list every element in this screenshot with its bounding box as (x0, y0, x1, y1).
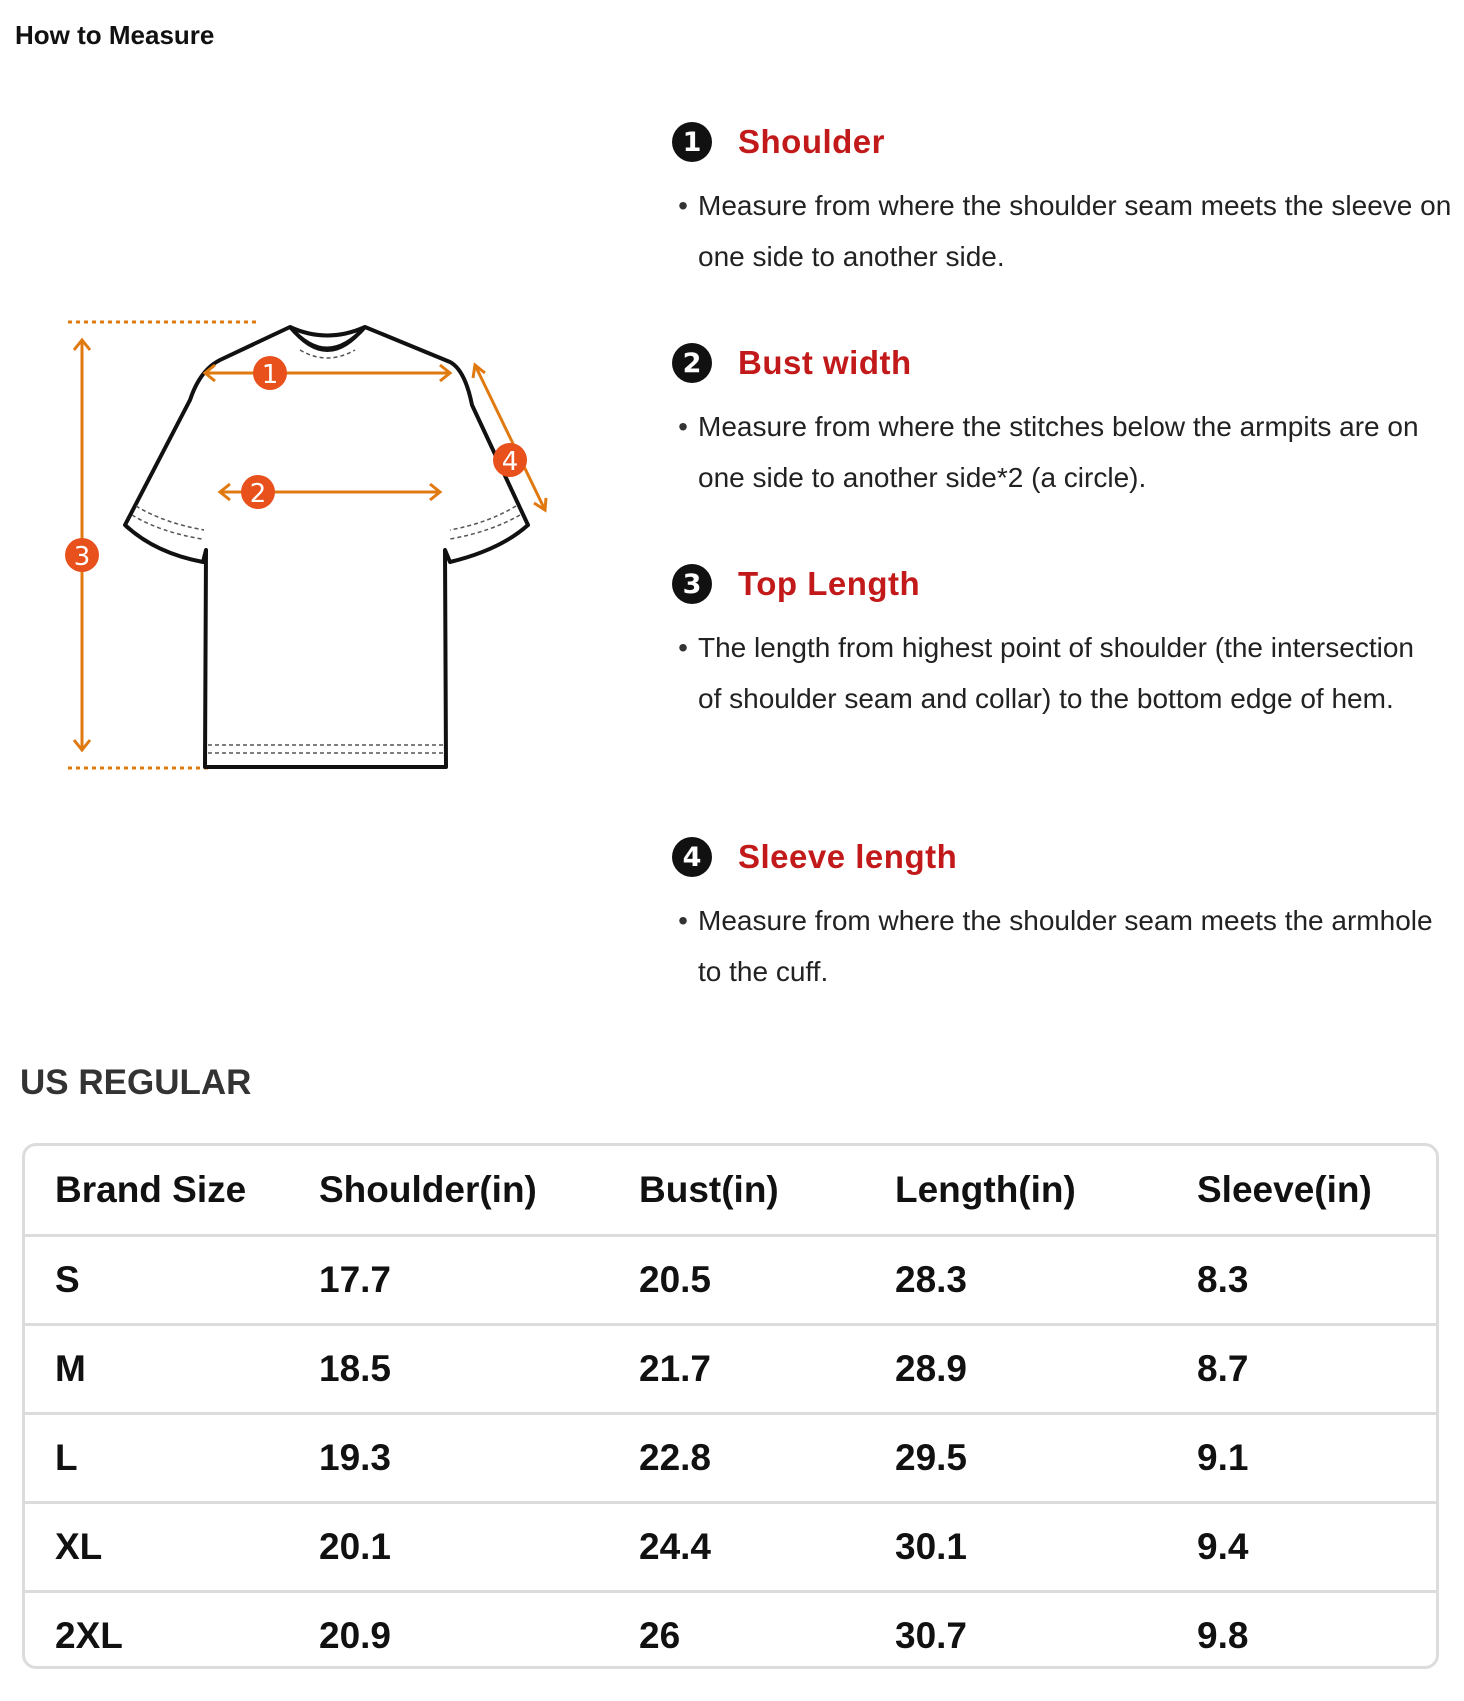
measure-title: Bust width (738, 344, 912, 381)
table-cell: XL (55, 1526, 103, 1567)
marker-4 (493, 443, 527, 477)
table-cell: 20.1 (319, 1526, 392, 1567)
column-header: Brand Size (55, 1169, 247, 1210)
table-cell: S (55, 1259, 80, 1300)
column-header: Shoulder(in) (319, 1169, 537, 1210)
table-cell: 2XL (55, 1615, 123, 1656)
table-cell: 20.5 (639, 1259, 712, 1300)
measure-title: Shoulder (738, 123, 886, 160)
tshirt-measure-diagram (60, 310, 580, 790)
marker-1 (253, 356, 287, 390)
bullet-icon: • (678, 905, 688, 936)
table-cell: M (55, 1348, 86, 1389)
table-cell: 30.1 (895, 1526, 968, 1567)
measure-title: Top Length (738, 565, 921, 602)
number-badge: 3 (672, 564, 712, 604)
measure-description: Measure from where the shoulder seam meets the sleeve on one side to another side. (698, 190, 1452, 272)
size-chart-title: US REGULAR (20, 1063, 252, 1102)
table-row (25, 1236, 1436, 1325)
table-cell: L (55, 1437, 78, 1478)
table-cell: 28.3 (895, 1259, 968, 1300)
table-cell: 20.9 (319, 1615, 392, 1656)
table-cell: 9.1 (1197, 1437, 1249, 1478)
table-cell: 18.5 (319, 1348, 392, 1389)
column-header: Length(in) (895, 1169, 1076, 1210)
measure-description: Measure from where the stitches below the armpits are on one side to another side*2 (a circle). (698, 411, 1419, 493)
number-badge: 2 (672, 343, 712, 383)
measure-title: Sleeve length (738, 838, 958, 875)
tshirt-outline (125, 327, 528, 767)
number-badge: 4 (672, 837, 712, 877)
table-cell: 9.4 (1197, 1526, 1249, 1567)
marker-3 (65, 538, 99, 572)
measure-item-shoulder (672, 118, 1452, 339)
size-chart-table (25, 1146, 1436, 1669)
table-cell: 8.7 (1197, 1348, 1249, 1389)
table-cell: 24.4 (639, 1526, 712, 1567)
table-row (25, 1592, 1436, 1670)
table-cell: 9.8 (1197, 1615, 1249, 1656)
svg-text:2: 2 (249, 479, 267, 509)
table-cell: 19.3 (319, 1437, 392, 1478)
table-cell: 29.5 (895, 1437, 968, 1478)
table-header-row (25, 1146, 1436, 1236)
bullet-icon: • (678, 190, 688, 221)
number-badge: 1 (672, 122, 712, 162)
table-cell: 22.8 (639, 1437, 712, 1478)
bullet-icon: • (678, 632, 688, 663)
bullet-icon: • (678, 411, 688, 442)
measure-item-sleeve (672, 833, 1452, 997)
svg-text:3: 3 (73, 542, 91, 572)
size-chart-table-container (22, 1143, 1439, 1669)
table-row (25, 1414, 1436, 1503)
marker-2 (241, 475, 275, 509)
table-cell: 8.3 (1197, 1259, 1249, 1300)
measure-item-bust (672, 339, 1452, 560)
table-row (25, 1503, 1436, 1592)
measure-description: The length from highest point of shoulder (the intersection of shoulder seam and collar) to the bottom edge of hem. (698, 632, 1414, 714)
column-header: Bust(in) (639, 1169, 779, 1210)
table-cell: 26 (639, 1615, 681, 1656)
table-cell: 28.9 (895, 1348, 968, 1389)
table-cell: 17.7 (319, 1259, 392, 1300)
table-cell: 30.7 (895, 1615, 968, 1656)
page-title: How to Measure (15, 20, 215, 50)
svg-text:4: 4 (501, 447, 519, 477)
svg-text:1: 1 (261, 360, 279, 390)
table-row (25, 1325, 1436, 1414)
measure-description: Measure from where the shoulder seam meets the armhole to the cuff. (698, 905, 1433, 987)
table-cell: 21.7 (639, 1348, 712, 1389)
column-header: Sleeve(in) (1197, 1169, 1372, 1210)
measurement-instructions (672, 118, 1452, 997)
shoulder-arrow (205, 365, 450, 381)
measure-item-length (672, 560, 1452, 833)
